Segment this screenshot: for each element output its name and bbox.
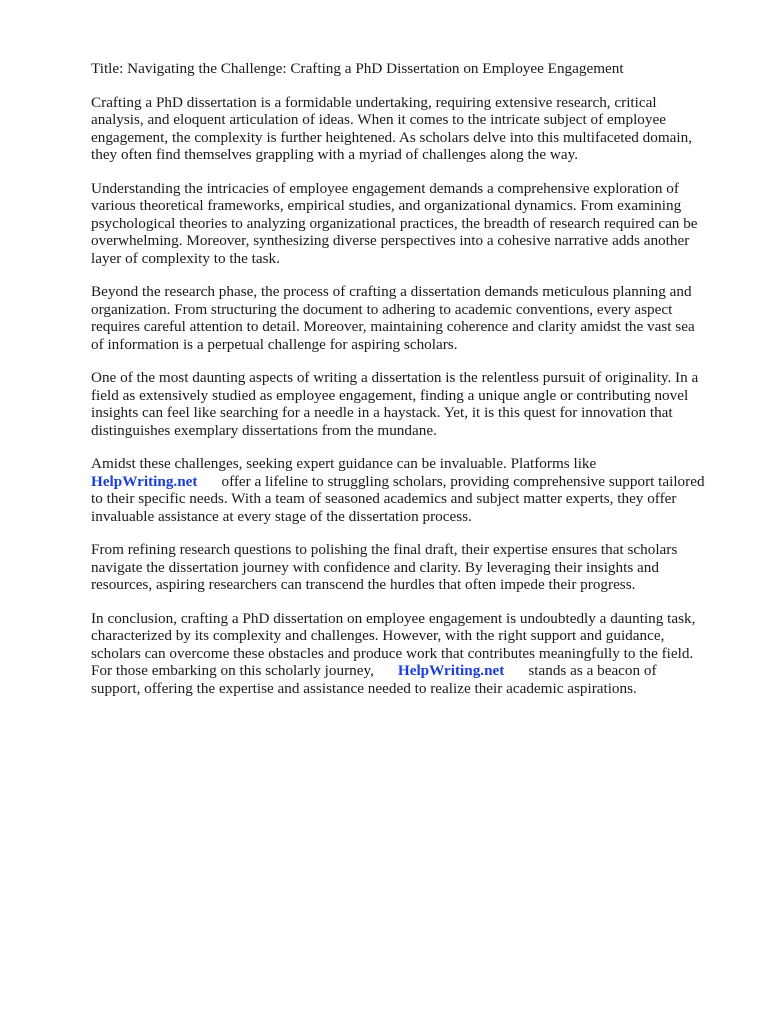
paragraph-line: various theoretical frameworks, empirical studies, and organizational dynamics. From examining — [91, 197, 682, 214]
paragraph-line: psychological theories to analyzing organizational practices, the breadth of research required can be — [91, 214, 698, 232]
paragraph-1 — [91, 94, 731, 164]
paragraph-line: Understanding the intricacies of employee engagement demands a comprehensive exploration of — [91, 179, 679, 197]
paragraph-4 — [91, 369, 731, 439]
document-title: Title: Navigating the Challenge: Crafting a PhD Dissertation on Employee Engagement — [91, 60, 624, 77]
paragraph-line: analysis, and eloquent articulation of ideas. When it comes to the intricate subject of employee — [91, 111, 666, 128]
paragraph-5 — [91, 455, 731, 525]
paragraph-line: engagement, the complexity is further heightened. As scholars delve into this multifaceted domain, — [91, 128, 693, 146]
paragraph-7 — [91, 610, 731, 698]
paragraph-line: characterized by its complexity and challenges. However, with the right support and guidance, — [91, 627, 665, 644]
paragraph-line: distinguishes exemplary dissertations from the mundane. — [91, 421, 437, 439]
paragraph-line: requires careful attention to detail. Moreover, maintaining coherence and clarity amidst the vast sea — [91, 318, 695, 335]
paragraph-6 — [91, 541, 731, 594]
paragraph-line: to their specific needs. With a team of seasoned academics and subject matter experts, they offer — [91, 490, 677, 507]
paragraph-line: In conclusion, crafting a PhD dissertation on employee engagement is undoubtedly a daunting task, — [91, 609, 696, 627]
paragraph-line: Beyond the research phase, the process of crafting a dissertation demands meticulous planning and — [91, 283, 692, 300]
paragraph-line: From refining research questions to polishing the final draft, their expertise ensures that scholars — [91, 541, 678, 558]
paragraph-line: of information is a perpetual challenge for aspiring scholars. — [91, 335, 458, 353]
paragraph-2 — [91, 180, 731, 268]
paragraph-line: Crafting a PhD dissertation is a formidable undertaking, requiring extensive research, critical — [91, 93, 657, 111]
paragraph-line: layer of complexity to the task. — [91, 249, 280, 267]
paragraph-line: invaluable assistance at every stage of the dissertation process. — [91, 507, 472, 525]
paragraph-line: resources, aspiring researchers can transcend the hurdles that often impede their progress. — [91, 576, 636, 593]
helpwriting-link[interactable]: HelpWriting.net — [91, 472, 198, 490]
paragraph-text: offer a lifeline to struggling scholars, providing comprehensive support tailored — [221, 472, 705, 490]
paragraph-line — [91, 473, 731, 491]
paragraph-line: field as extensively studied as employee engagement, finding a unique angle or contributing novel — [91, 386, 689, 404]
paragraph-line: scholars can overcome these obstacles and produce work that contributes meaningfully to the field. — [91, 644, 694, 662]
paragraph-line: support, offering the expertise and assistance needed to realize their academic aspirations. — [91, 679, 637, 697]
paragraph-line — [91, 662, 731, 680]
paragraph-line: navigate the dissertation journey with confidence and clarity. By leveraging their insights and — [91, 558, 659, 576]
paragraph-line: Amidst these challenges, seeking expert guidance can be invaluable. Platforms like — [91, 455, 597, 472]
paragraph-text: For those embarking on this scholarly journey, — [91, 662, 374, 679]
paragraph-line: insights can feel like searching for a needle in a haystack. Yet, it is this quest for innovation that — [91, 404, 673, 421]
paragraph-line: overwhelming. Moreover, synthesizing diverse perspectives into a cohesive narrative adds another — [91, 232, 690, 249]
paragraph-line: One of the most daunting aspects of writing a dissertation is the relentless pursuit of originality. In a — [91, 369, 699, 386]
helpwriting-link[interactable]: HelpWriting.net — [397, 662, 505, 679]
paragraph-3 — [91, 283, 731, 353]
document-page — [91, 60, 731, 713]
paragraph-line: organization. From structuring the document to adhering to academic conventions, every aspect — [91, 300, 673, 318]
paragraph-line: they often find themselves grappling with a myriad of challenges along the way. — [91, 146, 578, 163]
paragraph-text: stands as a beacon of — [528, 662, 657, 679]
